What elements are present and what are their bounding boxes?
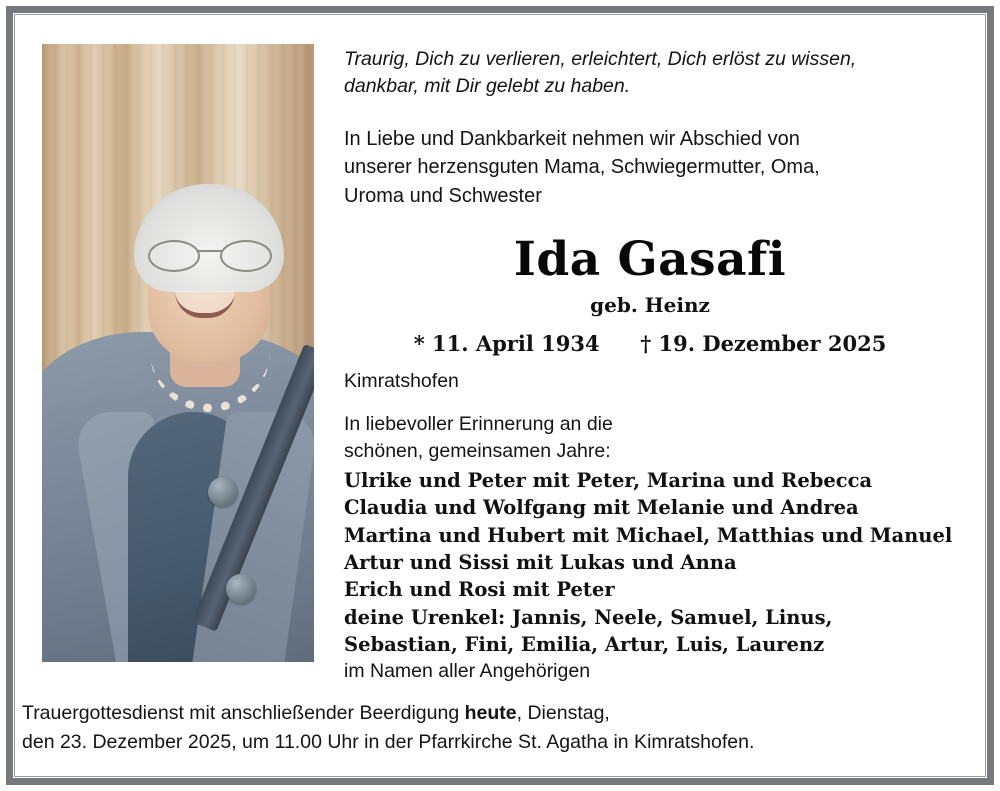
family-line: Claudia und Wolfgang mit Melanie und Andrea	[344, 496, 859, 520]
intro-line-1: In Liebe und Dankbarkeit nehmen wir Abschied von	[344, 128, 800, 151]
deceased-name: Ida Gasafi	[513, 232, 787, 288]
funeral-highlight: heute	[464, 702, 517, 725]
death-date: † 19. Dezember 2025	[640, 331, 887, 357]
intro-line-2: unserer herzensguten Mama, Schwiegermutter, Oma,	[344, 156, 820, 179]
family-line: Sebastian, Fini, Emilia, Artur, Luis, Laurenz	[344, 632, 825, 656]
closing-line: im Namen aller Angehörigen	[344, 660, 591, 683]
memory-line-2: schönen, gemeinsamen Jahre:	[344, 440, 611, 463]
funeral-suffix: , Dienstag,	[516, 702, 610, 725]
family-line: deine Urenkel: Jannis, Neele, Samuel, Linus,	[344, 605, 833, 629]
intro-line-3: Uroma und Schwester	[344, 184, 542, 207]
text-column	[344, 32, 956, 683]
funeral-line-1	[22, 699, 978, 728]
poem-line-2: dankbar, mit Dir gelebt zu haben.	[344, 74, 631, 97]
funeral-prefix: Trauergottesdienst mit anschließender Beerdigung	[22, 702, 465, 725]
coat-button-upper	[208, 477, 238, 507]
eyeglasses-icon	[146, 240, 274, 270]
birth-date: * 11. April 1934	[413, 331, 600, 357]
poem-line-1: Traurig, Dich zu verlieren, erleichtert, Dich erlöst zu wissen,	[344, 48, 857, 70]
portrait-photo	[42, 44, 314, 662]
poem-verse	[344, 46, 956, 99]
family-line: Martina und Hubert mit Michael, Matthias und Manuel	[344, 523, 953, 547]
glasses-lens-right	[220, 240, 272, 272]
glasses-lens-left	[148, 240, 200, 272]
memory-text	[344, 411, 956, 465]
funeral-details	[22, 699, 978, 757]
place-of-residence: Kimratshofen	[344, 370, 459, 393]
glasses-bridge	[198, 250, 222, 252]
family-line: Artur und Sissi mit Lukas und Anna	[344, 550, 737, 574]
family-list	[344, 467, 956, 658]
life-dates	[344, 331, 956, 356]
family-line: Erich und Rosi mit Peter	[344, 578, 615, 602]
family-line: Ulrike und Peter mit Peter, Marina und Rebecca	[344, 469, 873, 493]
funeral-line-2: den 23. Dezember 2025, um 11.00 Uhr in der Pfarrkirche St. Agatha in Kimratshofen.	[22, 731, 755, 754]
photo-person	[42, 232, 314, 662]
intro-text	[344, 125, 956, 210]
coat-button-lower	[226, 574, 256, 604]
notice-content	[22, 22, 978, 769]
memory-line-1: In liebevoller Erinnerung an die	[344, 413, 613, 436]
deceased-maiden-name: geb. Heinz	[590, 293, 710, 318]
